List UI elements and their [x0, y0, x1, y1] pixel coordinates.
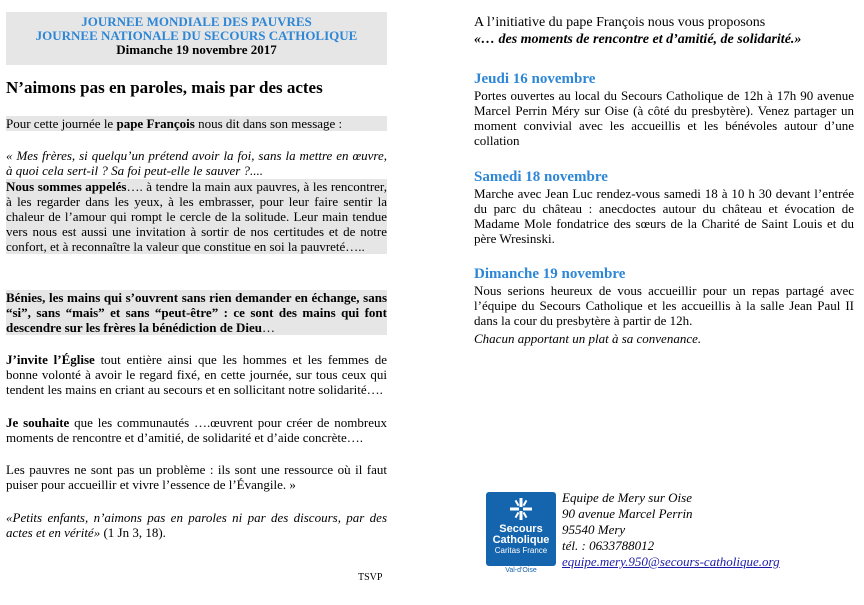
header-box — [6, 12, 387, 65]
quote-2-ref: (1 Jn 3, 18). — [100, 525, 166, 540]
logo-caption: Val-d'Oise — [505, 567, 537, 574]
cross-icon — [509, 497, 533, 521]
tsvp-label: TSVP — [358, 572, 383, 583]
intro-post: nous dit dans son message : — [194, 116, 343, 131]
quote-2 — [6, 510, 387, 540]
event-note-3: Chacun apportant un plat à sa convenance. — [474, 331, 702, 346]
logo-line1: Secours — [499, 523, 543, 535]
quote-1: « Mes frères, si quelqu’un prétend avoir la foi, sans la mettre en œuvre, à quoi cela sert-il ? Sa foi peut-elle le sauver ?.... — [6, 148, 387, 178]
title-line1: JOURNEE MONDIALE DES PAUVRES — [81, 14, 312, 29]
event-text-2: Marche avec Jean Luc rendez-vous samedi 18 à 10 h 30 devant l’entrée du parc du château : anecdoctes autour du château et évocation de Madame Mole fondatrice des sœurs de la Charité de Saint Louis et du père Wresinski. — [474, 186, 854, 246]
contact-block — [562, 490, 780, 570]
para-souhaite-bold: Je souhaite — [6, 415, 70, 430]
event-day-1: Jeudi 16 novembre — [474, 71, 596, 87]
logo-line3: Caritas France — [494, 546, 548, 555]
para-appeles-text: …. à tendre la main aux pauvres, à les rencontrer, à les regarder dans les yeux, à les embrasser, pour leur faire sentir la chaleur de l’amour qui rompt le cercle de la solitude. Leur main tendue vers nous est aussi une invitation à sortir de nos certitudes et de notre confort, et à reconnaître la valeur que constitue en soi la pauvreté….. — [6, 179, 387, 254]
para-invite — [6, 352, 387, 397]
contact-team: Equipe de Mery sur Oise — [562, 490, 692, 505]
para-pauvres: Les pauvres ne sont pas un problème : ils sont une ressource où il faut puiser pour accueillir et vivre l’essence de l’Évangile. » — [6, 462, 387, 492]
intro-pre: Pour cette journée le — [6, 116, 117, 131]
event-text-3: Nous serions heureux de vous accueillir pour un repas partagé avec l’équipe du Secours Catholique et les accueillis à la salle Jean Paul II dans la cour du presbytère à partir de 12h. — [474, 283, 854, 328]
para-benies-text: … — [262, 320, 276, 335]
right-intro-line2: «… des moments de rencontre et d’amitié, de solidarité.» — [474, 32, 802, 47]
contact-phone: tél. : 0633788012 — [562, 538, 655, 553]
main-heading: N’aimons pas en paroles, mais par des actes — [6, 78, 323, 97]
contact-street: 90 avenue Marcel Perrin — [562, 506, 693, 521]
title-line2: JOURNEE NATIONALE DU SECOURS CATHOLIQUE — [35, 28, 358, 43]
secours-catholique-logo — [486, 492, 556, 566]
header-date: Dimanche 19 novembre 2017 — [116, 42, 277, 57]
contact-email-link[interactable]: equipe.mery.950@secours-catholique.org — [562, 554, 780, 569]
para-benies — [6, 290, 387, 335]
para-appeles-bold: Nous sommes appelés — [6, 179, 127, 194]
para-souhaite — [6, 415, 387, 445]
quote-2-italic: «Petits enfants, n’aimons pas en paroles ni par des discours, par des actes et en vérité» — [6, 510, 387, 540]
contact-city: 95540 Mery — [562, 522, 626, 537]
intro-bold: pape François — [116, 116, 195, 131]
para-souhaite-text: que les communautés ….œuvrent pour créer de nombreux moments de rencontre et d’amitié, de solidarité et d’aide concrète…. — [6, 415, 387, 445]
logo-line2: Catholique — [492, 534, 550, 546]
right-intro-line1: A l’initiative du pape François nous vous proposons — [474, 15, 766, 30]
para-appeles — [6, 179, 387, 254]
event-text-1: Portes ouvertes au local du Secours Catholique de 12h à 17h 90 avenue Marcel Perrin Méry sur Oise (à côté du presbytère). Venez partager un moment convivial avec les accueillis et les bénévoles autour d’une collation — [474, 88, 854, 148]
para-invite-bold: J’invite l’Église — [6, 352, 95, 367]
event-day-2: Samedi 18 novembre — [474, 169, 608, 185]
para-invite-text: tout entière ainsi que les hommes et les femmes de bonne volonté à avoir le regard fixé, en cette journée, sur tous ceux qui tendent les mains en criant au secours et en sollicitant notre solidarité…. — [6, 352, 388, 397]
intro-line — [6, 116, 387, 131]
para-benies-bold: Bénies, les mains qui s’ouvrent sans rien demander en échange, sans “si”, sans “mais” et sans “peut-être” : ce sont des mains qui font descendre sur les frères la bénédiction de Dieu — [6, 290, 387, 335]
event-day-3: Dimanche 19 novembre — [474, 266, 626, 282]
